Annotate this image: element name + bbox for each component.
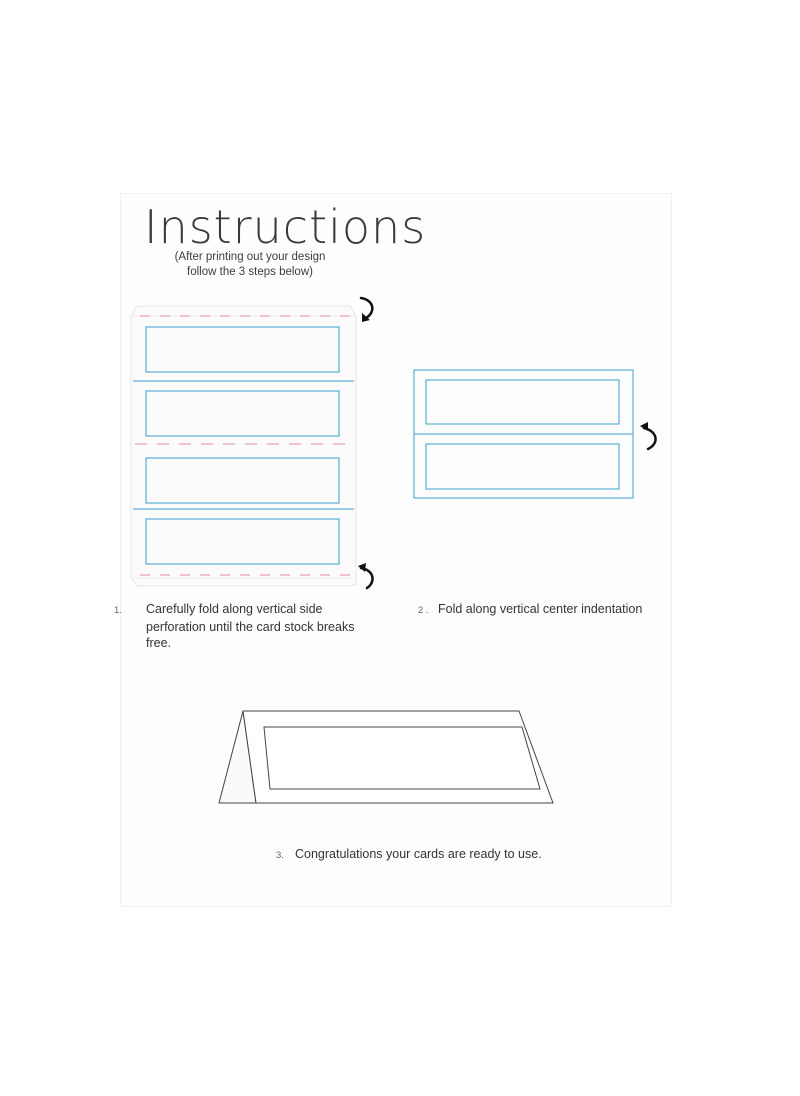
step-2 [418,601,668,619]
fold-arrow-icon [358,563,373,588]
step-1 [114,601,360,651]
page-title: Instructions [144,200,427,254]
subtitle-line-1: (After printing out your design [174,251,326,263]
subtitle-line-2: follow the 3 steps below) [187,266,313,278]
step-1-text: Carefully fold along vertical side perforation until the card stock breaks free. [146,602,355,650]
fold-arrow-icon [640,422,656,449]
step-3-number: 3. [276,850,284,861]
step1-diagram [131,298,373,588]
step-3 [276,846,576,864]
step-1-number: 1. [114,605,122,616]
step3-tent-card [219,711,553,803]
fold-arrow-icon [361,298,372,322]
step2-diagram [414,370,656,498]
step-2-text: Fold along vertical center indentation [438,602,643,616]
step-3-text: Congratulations your cards are ready to use. [295,847,542,861]
step-2-number: 2 . [418,605,429,616]
sheet-outline [131,306,356,586]
